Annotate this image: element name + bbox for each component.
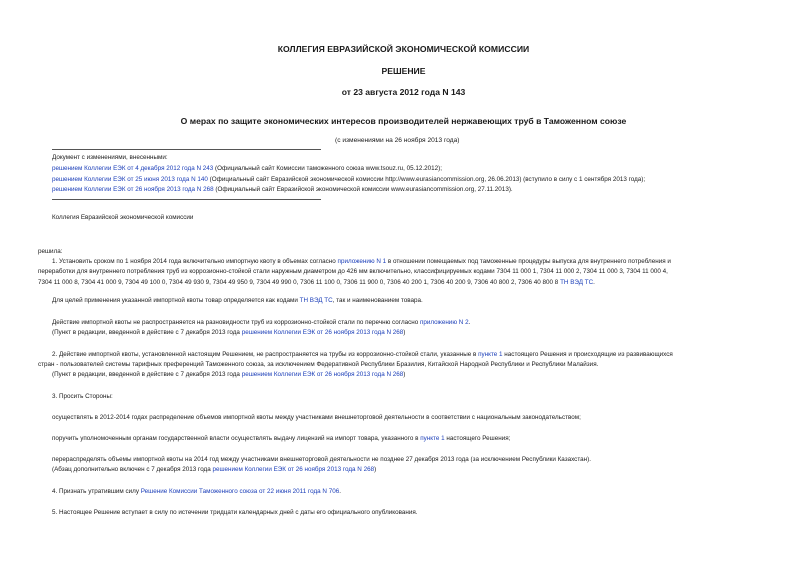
divider-top bbox=[52, 149, 321, 150]
tnved-link[interactable]: ТН ВЭД ТС bbox=[560, 279, 594, 286]
paragraph-1-line-3: 7304 11 000 8, 7304 41 000 9, 7304 49 100 0, 7304 49 930 9, 7304 49 950 9, 7304 49 990 0, 7306 11 100 0, 7306 11 900 0, 7306 40 200 1, 7306 40 200 9, 7306 40 800 2, 7306 40 800 8 ТН ВЭД ТС. bbox=[38, 279, 595, 286]
amendment-item: решением Коллегии ЕЭК от 4 декабря 2012 года N 243 (Официальный сайт Комиссии таможенного союза www.tsouz.ru, 05.12.2012); bbox=[52, 165, 443, 172]
paragraph-3c: перераспределять объемы импортной квоты на 2014 год между участниками внешнеторговой деятельности не позднее 27 декабря 2013 года (за исключением Республики Казахстан). bbox=[52, 456, 591, 463]
edit-note-2: (Пункт в редакции, введенной в действие с 7 декабря 2013 года решением Коллегии ЕЭК от 26 ноября 2013 года N 268) bbox=[52, 371, 406, 378]
paragraph-3b: поручить уполномоченным органам государственной власти осуществлять выдачу лицензий на импорт товара, указанного в пункте 1 настоящего Решения; bbox=[52, 435, 511, 442]
amendment-link[interactable]: решением Коллегии ЕЭК от 25 июня 2013 года N 140 bbox=[52, 176, 208, 183]
paragraph-3: 3. Просить Стороны: bbox=[52, 393, 113, 400]
amendment-item: решением Коллегии ЕЭК от 26 ноября 2013 года N 268 (Официальный сайт Евразийской экономической комиссии www.eurasiancommission.org, 27.11.2013). bbox=[52, 186, 513, 193]
paragraph-1b: Для целей применения указанной импортной квоты товар определяется как кодами ТН ВЭД ТС, так и наименованием товара. bbox=[52, 297, 423, 304]
paragraph-5: 5. Настоящее Решение вступает в силу по истечении тридцати календарных дней с даты его официального опубликования. bbox=[52, 509, 418, 516]
divider-bottom bbox=[52, 199, 321, 200]
paragraph-1c: Действие импортной квоты не распространяется на разновидности труб из коррозионно-стойкой стали по перечню согласно приложению N 2. bbox=[52, 319, 471, 326]
decision-268-link[interactable]: решением Коллегии ЕЭК от 26 ноября 2013 года N 268 bbox=[212, 466, 375, 473]
edit-note-3: (Абзац дополнительно включен с 7 декабря 2013 года решением Коллегии ЕЭК от 26 ноября 2013 года N 268) bbox=[52, 466, 377, 473]
collegium-label: Коллегия Евразийской экономической комиссии bbox=[52, 214, 194, 221]
decision-706-link[interactable]: Решение Комиссии Таможенного союза от 22 июня 2011 года N 706 bbox=[140, 488, 340, 495]
resolved-label: решила: bbox=[38, 248, 63, 255]
paragraph-3a: осуществлять в 2012-2014 годах распределение объемов импортной квоты между участниками внешнеторговой деятельности в соответствии с национальным законодательством; bbox=[52, 414, 581, 421]
tnved-link[interactable]: ТН ВЭД ТС bbox=[299, 297, 333, 304]
changes-note: (с изменениями на 26 ноября 2013 года) bbox=[335, 137, 460, 144]
point-1-link[interactable]: пункте 1 bbox=[478, 351, 503, 358]
amendments-heading: Документ с изменениями, внесенными: bbox=[52, 154, 168, 161]
org-title: КОЛЛЕГИЯ ЕВРАЗИЙСКОЙ ЭКОНОМИЧЕСКОЙ КОМИССИИ bbox=[277, 44, 530, 54]
amendment-item: решением Коллегии ЕЭК от 25 июня 2013 года N 140 (Официальный сайт Евразийской экономической комиссии http://www.eurasiancommission.org, 26.06.2013) (вступило в силу с 1 сентября 2013 года); bbox=[52, 176, 646, 183]
decision-268-link[interactable]: решением Коллегии ЕЭК от 26 ноября 2013 года N 268 bbox=[241, 371, 404, 378]
decision-268-link[interactable]: решением Коллегии ЕЭК от 26 ноября 2013 года N 268 bbox=[241, 329, 404, 336]
doc-type: РЕШЕНИЕ bbox=[381, 66, 426, 76]
paragraph-1-line-1: 1. Установить сроком по 1 ноября 2014 года включительно импортную квоту в объемах согласно приложению N 1 в отношении помещаемых под таможенные процедуры выпуска для внутреннего потребления и bbox=[52, 258, 671, 265]
annex-1-link[interactable]: приложению N 1 bbox=[337, 258, 387, 265]
paragraph-1-line-2: переработки для внутреннего потребления труб из коррозионно-стойкой стали наружным диаметром до 426 мм включительно, классифицируемых кодами 7304 11 000 1, 7304 11 000 2, 7304 11 000 3, 7304 11 000 4, bbox=[38, 268, 668, 275]
point-1-link[interactable]: пункте 1 bbox=[420, 435, 445, 442]
doc-title: О мерах по защите экономических интересов производителей нержавеющих труб в Таможенном союзе bbox=[180, 116, 627, 126]
paragraph-2-line-2: стран - пользователей системы тарифных преференций Таможенного союза, за исключением Федеративной Республики Бразилия, Китайской Народной Республики и Республики Малайзия. bbox=[38, 361, 599, 368]
annex-2-link[interactable]: приложению N 2 bbox=[420, 319, 469, 326]
paragraph-4: 4. Признать утратившим силу Решение Комиссии Таможенного союза от 22 июня 2011 года N 706. bbox=[52, 488, 341, 495]
doc-date-number: от 23 августа 2012 года N 143 bbox=[341, 87, 466, 97]
edit-note-1: (Пункт в редакции, введенной в действие с 7 декабря 2013 года решением Коллегии ЕЭК от 26 ноября 2013 года N 268) bbox=[52, 329, 406, 336]
amendment-link[interactable]: решением Коллегии ЕЭК от 4 декабря 2012 года N 243 bbox=[52, 165, 214, 172]
amendment-link[interactable]: решением Коллегии ЕЭК от 26 ноября 2013 года N 268 bbox=[52, 186, 214, 193]
paragraph-2-line-1: 2. Действие импортной квоты, установленной настоящим Решением, не распространяется на трубы из коррозионно-стойкой стали, указанные в пункте 1 настоящего Решения и происходящие из развивающихся bbox=[52, 351, 673, 358]
